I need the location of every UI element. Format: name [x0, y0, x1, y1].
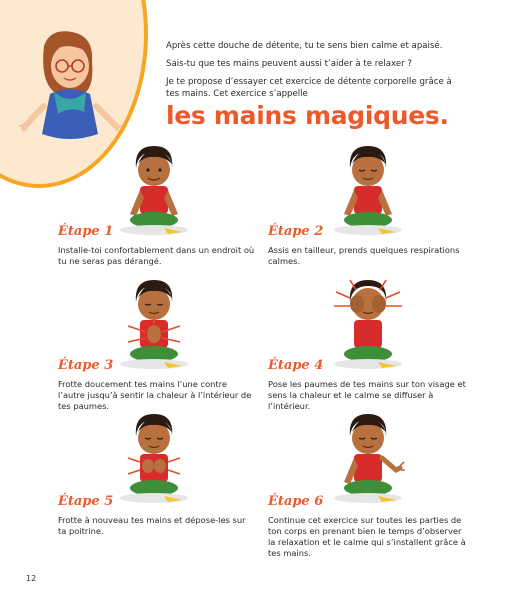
step-2-heading: Étape 2: [268, 224, 324, 239]
kid-illustration-step-2: [330, 142, 406, 242]
kid-illustration-step-1: [116, 142, 192, 242]
intro-line-2: Sais-tu que tes mains peuvent aussi t’aider à te relaxer ?: [166, 59, 412, 69]
kid-illustration-step-3: [116, 276, 192, 376]
exercise-title: les mains magiques.: [166, 101, 449, 130]
step-1-heading: Étape 1: [58, 224, 114, 239]
step-6-text: Continue cet exercice sur toutes les parties de ton corps en prenant bien le temps d’observer la relaxation et le calme qui s’installent grâce à tes mains.: [268, 515, 466, 558]
step-5-text: Frotte à nouveau tes mains et dépose-les sur ta poitrine.: [58, 515, 246, 536]
page-number: 12: [26, 574, 37, 583]
intro-line-1: Après cette douche de détente, tu te sens bien calme et apaisé.: [166, 41, 443, 51]
intro-line-3: Je te propose d’essayer cet exercice de détente corporelle grâce à tes mains. Cet exercice s’appelle: [166, 77, 452, 99]
kid-illustration-step-5: [116, 410, 192, 510]
teacher-illustration: [14, 26, 126, 146]
step-5-heading: Étape 5: [58, 494, 114, 509]
step-6-heading: Étape 6: [268, 494, 324, 509]
step-1-text: Installe-toi confortablement dans un endroit où tu ne seras pas dérangé.: [58, 245, 255, 266]
step-4-heading: Étape 4: [268, 358, 324, 373]
step-2-text: Assis en tailleur, prends quelques respirations calmes.: [268, 245, 460, 266]
step-3-text: Frotte doucement tes mains l’une contre l’autre jusqu’à sentir la chaleur à l’intérieur de tes paumes.: [58, 379, 252, 411]
kid-illustration-step-6: [330, 410, 406, 510]
intro-text: [166, 40, 466, 106]
step-4-text: Pose les paumes de tes mains sur ton visage et sens la chaleur et le calme se diffuser à l’intérieur.: [268, 379, 466, 411]
kid-illustration-step-4: [330, 276, 406, 376]
step-3-heading: Étape 3: [58, 358, 114, 373]
